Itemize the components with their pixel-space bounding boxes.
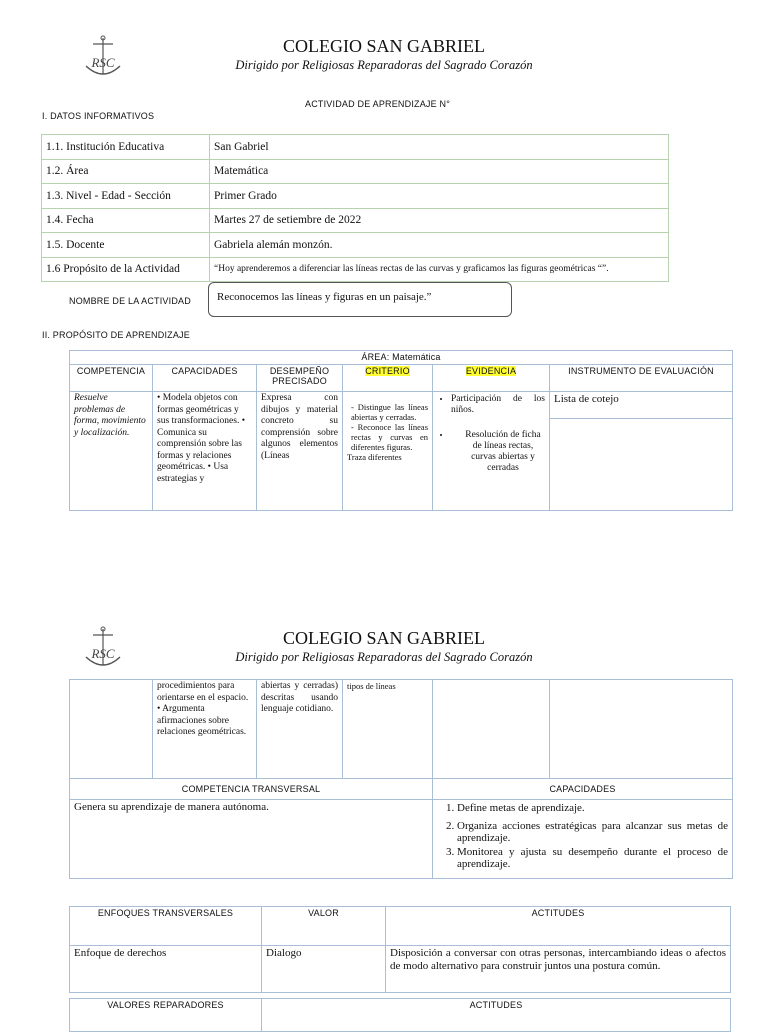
- col-capacidades: CAPACIDADES: [153, 365, 257, 392]
- svg-text:RSC: RSC: [91, 646, 115, 661]
- evidencia-cont: [433, 680, 550, 779]
- proposito-table-continued: [69, 679, 733, 879]
- row-label: 1.6 Propósito de la Actividad: [42, 257, 210, 282]
- instrumento-empty: [550, 419, 733, 511]
- instrumento-cell: Lista de cotejo: [550, 392, 733, 419]
- capacidades-transversal-cell: [433, 800, 733, 879]
- instrumento-cont: [550, 680, 733, 779]
- row-label: 1.4. Fecha: [42, 208, 210, 233]
- school-title-page2: COLEGIO SAN GABRIEL: [283, 628, 485, 648]
- col-instrumento: INSTRUMENTO DE EVALUACIÓN: [550, 365, 733, 392]
- evidencia-item: • Participación de los niños.: [451, 394, 545, 416]
- row-value: Primer Grado: [210, 184, 669, 209]
- school-subtitle-page2: Dirigido por Religiosas Reparadoras del Sagrado Corazón: [235, 650, 533, 664]
- section2-heading: II. PROPÓSITO DE APRENDIZAJE: [42, 330, 190, 340]
- col-competencia: COMPETENCIA: [70, 365, 153, 392]
- enfoque-cell: Enfoque de derechos: [70, 946, 262, 993]
- row-value: Gabriela alemán monzón.: [210, 233, 669, 258]
- criterio-item: - Distingue las líneas abiertas y cerradas.: [351, 402, 428, 422]
- row-label: 1.3. Nivel - Edad - Sección: [42, 184, 210, 209]
- criterio-cell: [343, 392, 433, 511]
- table-row: [42, 233, 669, 258]
- actitud-cell: Disposición a conversar con otras personas, intercambiando ideas o afectos de modo alternativo para construir juntos una postura común.: [386, 946, 731, 993]
- col-enfoques: ENFOQUES TRANSVERSALES: [70, 907, 262, 946]
- school-subtitle: Dirigido por Religiosas Reparadoras del Sagrado Corazón: [235, 58, 533, 72]
- proposito-table: [69, 350, 733, 511]
- desempeno-cont: abiertas y cerradas) descritas usando lenguaje cotidiano.: [257, 680, 343, 779]
- evidencia-cell: [433, 392, 550, 511]
- col-capacidades-transversal: CAPACIDADES: [433, 779, 733, 800]
- capacidades-cell: • Modela objetos con formas geométricas y sus transformaciones. • Comunica su comprensión sobre las formas y relaciones geométricas. • Usa estrategias y: [153, 392, 257, 511]
- activity-label: ACTIVIDAD DE APRENDIZAJE N°: [305, 99, 451, 109]
- row-value: Matemática: [210, 159, 669, 184]
- table-row: [42, 208, 669, 233]
- col-actitudes: ACTITUDES: [386, 907, 731, 946]
- school-logo: [78, 34, 128, 84]
- svg-text:RSC: RSC: [91, 55, 115, 70]
- row-label: 1.2. Área: [42, 159, 210, 184]
- row-label: 1.5. Docente: [42, 233, 210, 258]
- capacidad-item: 1. Define metas de aprendizaje.: [457, 802, 728, 814]
- table-row: [42, 159, 669, 184]
- row-value: San Gabriel: [210, 135, 669, 160]
- criterio-cont: tipos de líneas: [343, 680, 433, 779]
- competencia-cell: Resuelve problemas de forma, movimiento y localización.: [70, 392, 153, 511]
- activity-name-box: Reconocemos las líneas y figuras en un paisaje.”: [208, 282, 512, 317]
- capacidades-cont: procedimientos para orientarse en el espacio. • Argumenta afirmaciones sobre relaciones geométricas.: [153, 680, 257, 779]
- school-logo-page2: [78, 625, 128, 675]
- section1-heading: I. DATOS INFORMATIVOS: [42, 111, 155, 121]
- col-evidencia: EVIDENCIA: [433, 365, 550, 392]
- criterio-item: - Reconoce las líneas rectas y curvas en diferentes figuras.: [351, 422, 428, 452]
- competencia-cont: [70, 680, 153, 779]
- row-value: “Hoy aprenderemos a diferenciar las líneas rectas de las curvas y graficamos las figuras geométricas “”.: [210, 257, 669, 282]
- area-header: ÁREA: Matemática: [70, 351, 733, 365]
- row-value: Martes 27 de setiembre de 2022: [210, 208, 669, 233]
- table-row: [42, 135, 669, 160]
- table-row: [42, 184, 669, 209]
- criterio-tail: Traza diferentes: [347, 452, 402, 462]
- desempeno-cell: Expresa con dibujos y material concreto su comprensión sobre algunos elementos (Líneas: [257, 392, 343, 511]
- col-valores-reparadores: VALORES REPARADORES: [70, 999, 262, 1032]
- table-row: [42, 257, 669, 282]
- evidencia-item: • Resolución de ficha de líneas rectas, curvas abiertas y cerradas: [451, 430, 545, 474]
- activity-name-label: NOMBRE DE LA ACTIVIDAD: [69, 296, 191, 306]
- col-valor: VALOR: [262, 907, 386, 946]
- school-title: COLEGIO SAN GABRIEL: [283, 36, 485, 56]
- capacidad-item: 3. Monitorea y ajusta su desempeño durante el proceso de aprendizaje.: [457, 846, 728, 870]
- enfoques-table: [69, 906, 731, 993]
- datos-informativos-table: [41, 134, 669, 282]
- col-criterio: CRITERIO: [343, 365, 433, 392]
- valores-table: [69, 998, 731, 1032]
- capacidad-item: 2. Organiza acciones estratégicas para alcanzar sus metas de aprendizaje.: [457, 820, 728, 844]
- valor-cell: Dialogo: [262, 946, 386, 993]
- col-competencia-transversal: COMPETENCIA TRANSVERSAL: [70, 779, 433, 800]
- row-label: 1.1. Institución Educativa: [42, 135, 210, 160]
- col-desempeno: DESEMPEÑO PRECISADO: [257, 365, 343, 392]
- competencia-transversal-cell: Genera su aprendizaje de manera autónoma.: [70, 800, 433, 879]
- col-valores-actitudes: ACTITUDES: [262, 999, 731, 1032]
